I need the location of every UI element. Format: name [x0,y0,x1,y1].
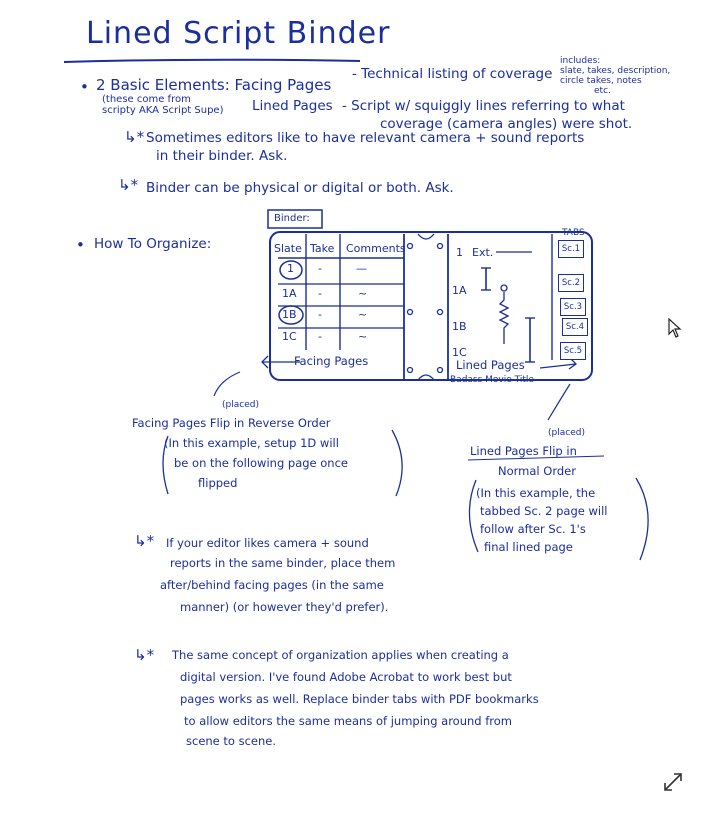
lined-note-heading-1: Lined Pages Flip in [470,444,577,458]
facing-note-heading: Facing Pages Flip in Reverse Order [132,416,331,430]
row4-comment: ~ [358,330,368,343]
sub1-arrow: ↳* [124,128,145,146]
row4-slate: 1C [282,330,297,343]
row2-slate: 1A [282,287,297,300]
tabs-label: TABS [562,228,585,238]
row3-comment: ~ [358,308,368,321]
sub3-line2: reports in the same binder, place them [170,556,396,570]
lined-scene-1c: 1C [452,346,467,359]
tab-sc1: Sc.1 [558,240,584,258]
lined-note-line1: (In this example, the [476,486,596,500]
lined-scene-1b: 1B [452,320,467,333]
sub4-line1: The same concept of organization applies when creating a [172,648,509,662]
row1-comment: — [356,262,367,275]
col-header-take: Take [310,242,335,255]
lined-pages-caption: Lined Pages [456,358,525,372]
lined-label: Lined Pages [252,98,333,114]
sub4-line2: digital version. I've found Adobe Acrobat to work best but [180,670,512,684]
row2-comment: ~ [358,287,368,300]
tab-sc2: Sc.2 [558,274,584,292]
lined-note-line2: tabbed Sc. 2 page will [480,504,608,518]
facing-placed: (placed) [222,400,259,410]
sub3-arrow: ↳* [134,532,155,550]
lined-scene-1a: 1A [452,284,467,297]
lined-desc-1: - Script w/ squiggly lines referring to what [342,98,625,114]
row1-slate: 1 [287,262,294,275]
tab-sc4: Sc.4 [562,318,588,336]
row4-take: - [318,330,322,343]
ext-label: Ext. [472,246,494,259]
sub4-line4: to allow editors the same means of jumping around from [184,714,513,728]
row3-slate: 1B [282,308,297,321]
facing-note-line3: flipped [198,476,238,490]
page-title: Lined Script Binder [86,16,391,51]
lined-note-line3: follow after Sc. 1's [480,522,586,536]
lined-note-line4: final lined page [484,540,573,554]
facing-note-line2: be on the following page once [174,456,348,470]
sub3-line3: after/behind facing pages (in the same [160,578,384,592]
includes-line-3: circle takes, notes [560,76,642,86]
sub3-line1: If your editor likes camera + sound [166,536,369,550]
lined-placed: (placed) [548,428,585,438]
sub4-line5: scene to scene. [186,734,277,748]
facing-pages-caption: Facing Pages [294,354,369,368]
lined-note-heading-2: Normal Order [498,464,576,478]
row2-take: - [318,287,322,300]
section1-heading: 2 Basic Elements: Facing Pages [96,76,332,94]
bullet-2: • [76,236,85,254]
aside-line-1: (these come from [102,94,191,105]
mouse-pointer-icon [668,318,682,338]
aside-line-2: scripty AKA Script Supe) [102,105,224,116]
lined-desc-2: coverage (camera angles) were shot. [380,116,633,132]
col-header-slate: Slate [274,242,302,255]
bullet-1: • [80,78,89,96]
row3-take: - [318,308,322,321]
section2-heading: How To Organize: [94,236,212,252]
row1-take: - [318,262,322,275]
sub2-arrow: ↳* [118,176,139,194]
sub2-line1: Binder can be physical or digital or both. Ask. [146,180,454,196]
movie-title: Badass Movie Title [450,375,534,385]
facing-note-line1: (In this example, setup 1D will [164,436,339,450]
expand-arrows-icon [662,771,684,793]
sub3-line4: manner) (or however they'd prefer). [180,600,389,614]
expand-diagonal-icon[interactable] [662,771,684,793]
includes-line-1: includes: [560,56,601,66]
sub1-line2: in their binder. Ask. [156,148,288,164]
sub4-arrow: ↳* [134,646,155,664]
sub4-line3: pages works as well. Replace binder tabs with PDF bookmarks [180,692,539,706]
sub1-line1: Sometimes editors like to have relevant camera + sound reports [146,130,585,146]
binder-tab-label: Binder: [274,213,310,224]
tab-sc3: Sc.3 [560,298,586,316]
lined-scene-1: 1 [456,246,463,259]
includes-line-2: slate, takes, description, [560,66,671,76]
tab-sc5: Sc.5 [560,342,586,360]
facing-desc: - Technical listing of coverage [352,66,553,82]
includes-line-4: etc. [594,86,611,96]
col-header-comments: Comments [346,242,406,255]
